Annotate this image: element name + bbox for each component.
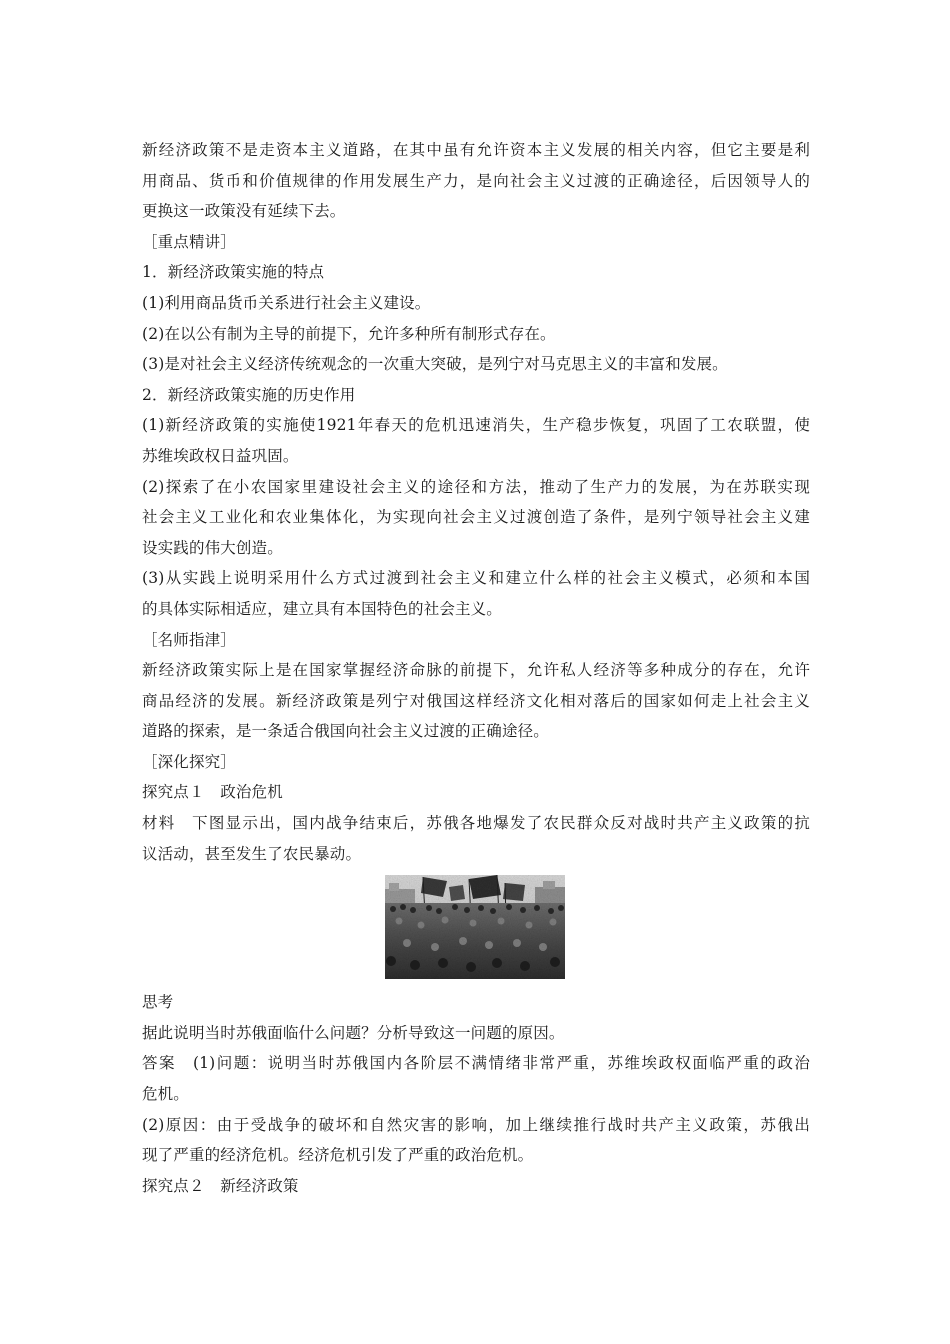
document-page [142,135,810,1201]
think-heading: 思考 [142,993,174,1012]
answer-text: (2)原因：由于受战争的破坏和自然灾害的影响，加上继续推行战时共产主义政策，苏俄出 [142,1115,810,1134]
list-item-continued: 社会主义工业化和农业集体化，为实现向社会主义过渡创造了条件，是列宁领导社会主义建 [142,508,810,527]
section-heading-key-points: ［重点精讲］ [142,232,236,251]
subheading-features: 1．新经济政策实施的特点 [142,263,325,282]
list-item: (2)探索了在小农国家里建设社会主义的途径和方法，推动了生产力的发展，为在苏联实现 [142,477,810,496]
list-item: (1)新经济政策的实施使1921年春天的危机迅速消失，生产稳步恢复，巩固了工农联盟，使 [142,416,810,435]
list-item-continued: 设实践的伟大创造。 [142,538,283,557]
crowd-protest-photo [385,875,565,979]
material-text: 材料 下图显示出，国内战争结束后，苏俄各地爆发了农民群众反对战时共产主义政策的抗 [142,814,810,833]
answer-text-continued: 危机。 [142,1085,189,1104]
inquiry-point-1-title: 探究点１ 政治危机 [142,783,283,802]
paragraph-line: 商品经济的发展。新经济政策是列宁对俄国这样经济文化相对落后的国家如何走上社会主义 [142,691,810,710]
paragraph-line: 新经济政策不是走资本主义道路，在其中虽有允许资本主义发展的相关内容，但它主要是利 [142,141,810,159]
subheading-historical-role: 2．新经济政策实施的历史作用 [142,385,356,404]
figure [142,875,810,983]
section-heading-deep-inquiry: ［深化探究］ [142,752,236,771]
material-text-continued: 议活动，甚至发生了农民暴动。 [142,844,362,863]
list-item: (3)从实践上说明采用什么方式过渡到社会主义和建立什么样的社会主义模式，必须和本国 [142,569,810,588]
list-item: (1)利用商品货币关系进行社会主义建设。 [142,293,431,312]
paragraph-line: 更换这一政策没有延续下去。 [142,202,346,221]
list-item: (2)在以公有制为主导的前提下，允许多种所有制形式存在。 [142,324,556,343]
list-item: (3)是对社会主义经济传统观念的一次重大突破，是列宁对马克思主义的丰富和发展。 [142,355,728,374]
answer-text-continued: 现了严重的经济危机。经济危机引发了严重的政治危机。 [142,1146,534,1165]
paragraph-line: 道路的探索，是一条适合俄国向社会主义过渡的正确途径。 [142,722,549,741]
question-text: 据此说明当时苏俄面临什么问题？分析导致这一问题的原因。 [142,1023,565,1042]
paragraph-line: 新经济政策实际上是在国家掌握经济命脉的前提下，允许私人经济等多种成分的存在，允许 [142,661,810,680]
list-item-continued: 苏维埃政权日益巩固。 [142,446,299,465]
answer-text: 答案 (1)问题：说明当时苏俄国内各阶层不满情绪非常严重，苏维埃政权面临严重的政治 [142,1054,810,1073]
list-item-continued: 的具体实际相适应，建立具有本国特色的社会主义。 [142,599,502,618]
section-heading-teacher-tips: ［名师指津］ [142,630,236,649]
paragraph-line: 用商品、货币和价值规律的作用发展生产力，是向社会主义过渡的正确途径，后因领导人的 [142,171,810,190]
inquiry-point-2-title: 探究点２ 新经济政策 [142,1176,299,1195]
